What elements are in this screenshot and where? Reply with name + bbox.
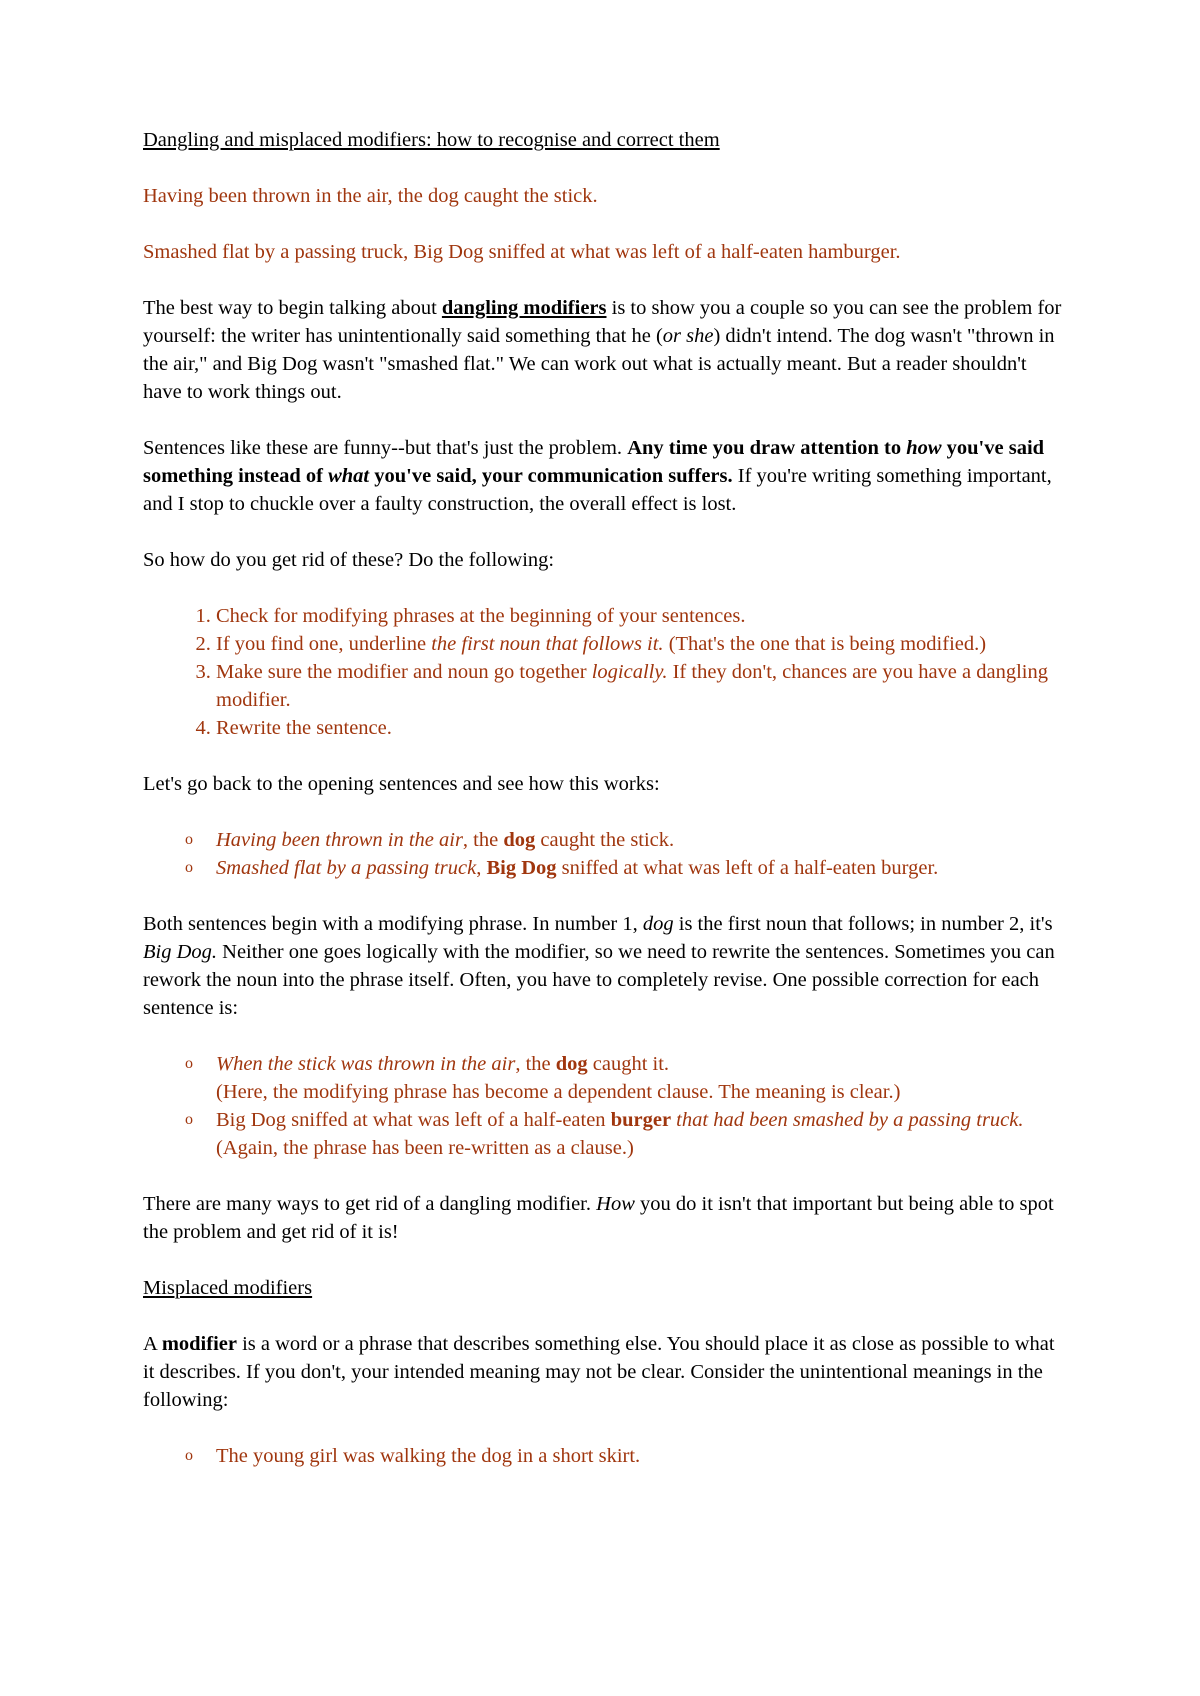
- document-page: [143, 126, 1063, 1498]
- text-italic: logically.: [591, 661, 668, 683]
- text: caught the stick.: [535, 829, 675, 851]
- list-item: [143, 826, 1063, 854]
- example-sentence-1: Having been thrown in the air, the dog caught the stick.: [143, 185, 598, 207]
- text: The best way to begin talking about: [143, 297, 442, 319]
- text-italic: Having been thrown in the air: [216, 829, 463, 851]
- text: caught it.: [587, 1053, 670, 1075]
- text-italic: How: [596, 1193, 635, 1215]
- list-item: [216, 714, 1063, 742]
- correction-note: (Here, the modifying phrase has become a dependent clause. The meaning is clear.): [216, 1081, 901, 1103]
- text-bold-italic: how: [906, 437, 942, 459]
- text-bold: burger: [610, 1109, 672, 1131]
- text-italic: the first noun that follows it.: [431, 633, 664, 655]
- correction-note: (Again, the phrase has been re-written as a clause.): [216, 1137, 634, 1159]
- text-bold: dog: [503, 829, 536, 851]
- section-heading-dangling: Dangling and misplaced modifiers: how to recognise and correct them: [143, 129, 720, 151]
- misplaced-examples-list: [143, 1442, 1063, 1470]
- text: sniffed at what was left of a half-eaten burger.: [556, 857, 939, 879]
- text-italic: When the stick was thrown in the air: [216, 1053, 516, 1075]
- text-italic: dog: [642, 913, 674, 935]
- text: is a word or a phrase that describes something else. You should place it as close as possible to what it describes. If you don't, your intended meaning may not be clear. Consider the unintentional meanings in the following:: [143, 1333, 1055, 1411]
- text: Big Dog sniffed at what was left of a half-eaten: [216, 1109, 611, 1131]
- conclusion-paragraph: [143, 1190, 1063, 1246]
- list-item: [216, 658, 1063, 714]
- list-item: [143, 1050, 1063, 1106]
- bullet-icon: o: [185, 1111, 193, 1128]
- text: ) didn't intend. The dog wasn't "thrown in the air," and Big Dog wasn't "smashed flat." We can work out what is actually meant. But a reader shouldn't have to work things out.: [143, 325, 1055, 403]
- intro-paragraph: [143, 294, 1063, 406]
- text: is the first noun that follows; in number 2, it's: [673, 913, 1053, 935]
- text-italic: Smashed flat by a passing truck: [216, 857, 477, 879]
- steps-list: [143, 602, 1063, 742]
- text: Neither one goes logically with the modifier, so we need to rewrite the sentences. Sometimes you can rework the noun into the phrase itself. Often, you have to completely revise. One possible correction for each sentence is:: [143, 941, 1055, 1019]
- text-bold: dog: [555, 1053, 588, 1075]
- text: you do it isn't that important but being able to spot the problem and get rid of it is!: [143, 1193, 1054, 1243]
- text: A: [143, 1333, 162, 1355]
- problem-paragraph: [143, 434, 1063, 518]
- bullet-icon: o: [185, 831, 193, 848]
- text-bold: you've said something instead of: [143, 437, 1045, 487]
- section-heading-misplaced: Misplaced modifiers: [143, 1277, 313, 1299]
- example-sentence-2: Smashed flat by a passing truck, Big Dog sniffed at what was left of a half-eaten hamburger.: [143, 241, 901, 263]
- list-item: [216, 602, 1063, 630]
- text: ,: [476, 857, 487, 879]
- bullet-icon: o: [185, 1447, 193, 1464]
- list-item: [143, 1442, 1063, 1470]
- term-dangling-modifiers: dangling modifiers: [441, 297, 607, 319]
- bullet-icon: o: [185, 1055, 193, 1072]
- text: The young girl was walking the dog in a short skirt.: [216, 1445, 641, 1467]
- text-italic: or she: [662, 325, 714, 347]
- go-back-paragraph: Let's go back to the opening sentences and see how this works:: [143, 773, 660, 795]
- corrections-list: [143, 1050, 1063, 1162]
- text: Both sentences begin with a modifying phrase. In number 1,: [143, 913, 643, 935]
- list-item: [216, 630, 1063, 658]
- text-bold: Any time you draw attention to: [627, 437, 907, 459]
- list-item: [143, 854, 1063, 882]
- text: is to show you a couple so you can see the problem for yourself: the writer has unintentionally said something that he (: [143, 297, 1062, 347]
- text: Make sure the modifier and noun go together: [216, 661, 592, 683]
- modifier-definition-paragraph: [143, 1330, 1063, 1414]
- list-item: [143, 1106, 1063, 1162]
- text: Rewrite the sentence.: [216, 717, 392, 739]
- text: If you find one, underline: [216, 633, 432, 655]
- analysis-paragraph: [143, 910, 1063, 1022]
- text-italic: Big Dog.: [143, 941, 218, 963]
- text: , the: [515, 1053, 556, 1075]
- text: There are many ways to get rid of a dangling modifier.: [143, 1193, 597, 1215]
- examples-list: [143, 826, 1063, 882]
- text-italic: that had been smashed by a passing truck.: [671, 1109, 1024, 1131]
- text-bold: Big Dog: [486, 857, 557, 879]
- text-bold-italic: what: [328, 465, 370, 487]
- text-bold: modifier: [161, 1333, 237, 1355]
- text: , the: [462, 829, 504, 851]
- bullet-icon: o: [185, 859, 193, 876]
- text: Check for modifying phrases at the beginning of your sentences.: [216, 605, 746, 627]
- text: (That's the one that is being modified.): [663, 633, 987, 655]
- text-bold: you've said, your communication suffers.: [369, 465, 733, 487]
- text: If they don't, chances are you have a dangling modifier.: [216, 661, 1048, 711]
- text: If you're writing something important, and I stop to chuckle over a faulty construction, the overall effect is lost.: [143, 465, 1052, 515]
- how-to-paragraph: So how do you get rid of these? Do the following:: [143, 549, 555, 571]
- text: Sentences like these are funny--but that's just the problem.: [143, 437, 628, 459]
